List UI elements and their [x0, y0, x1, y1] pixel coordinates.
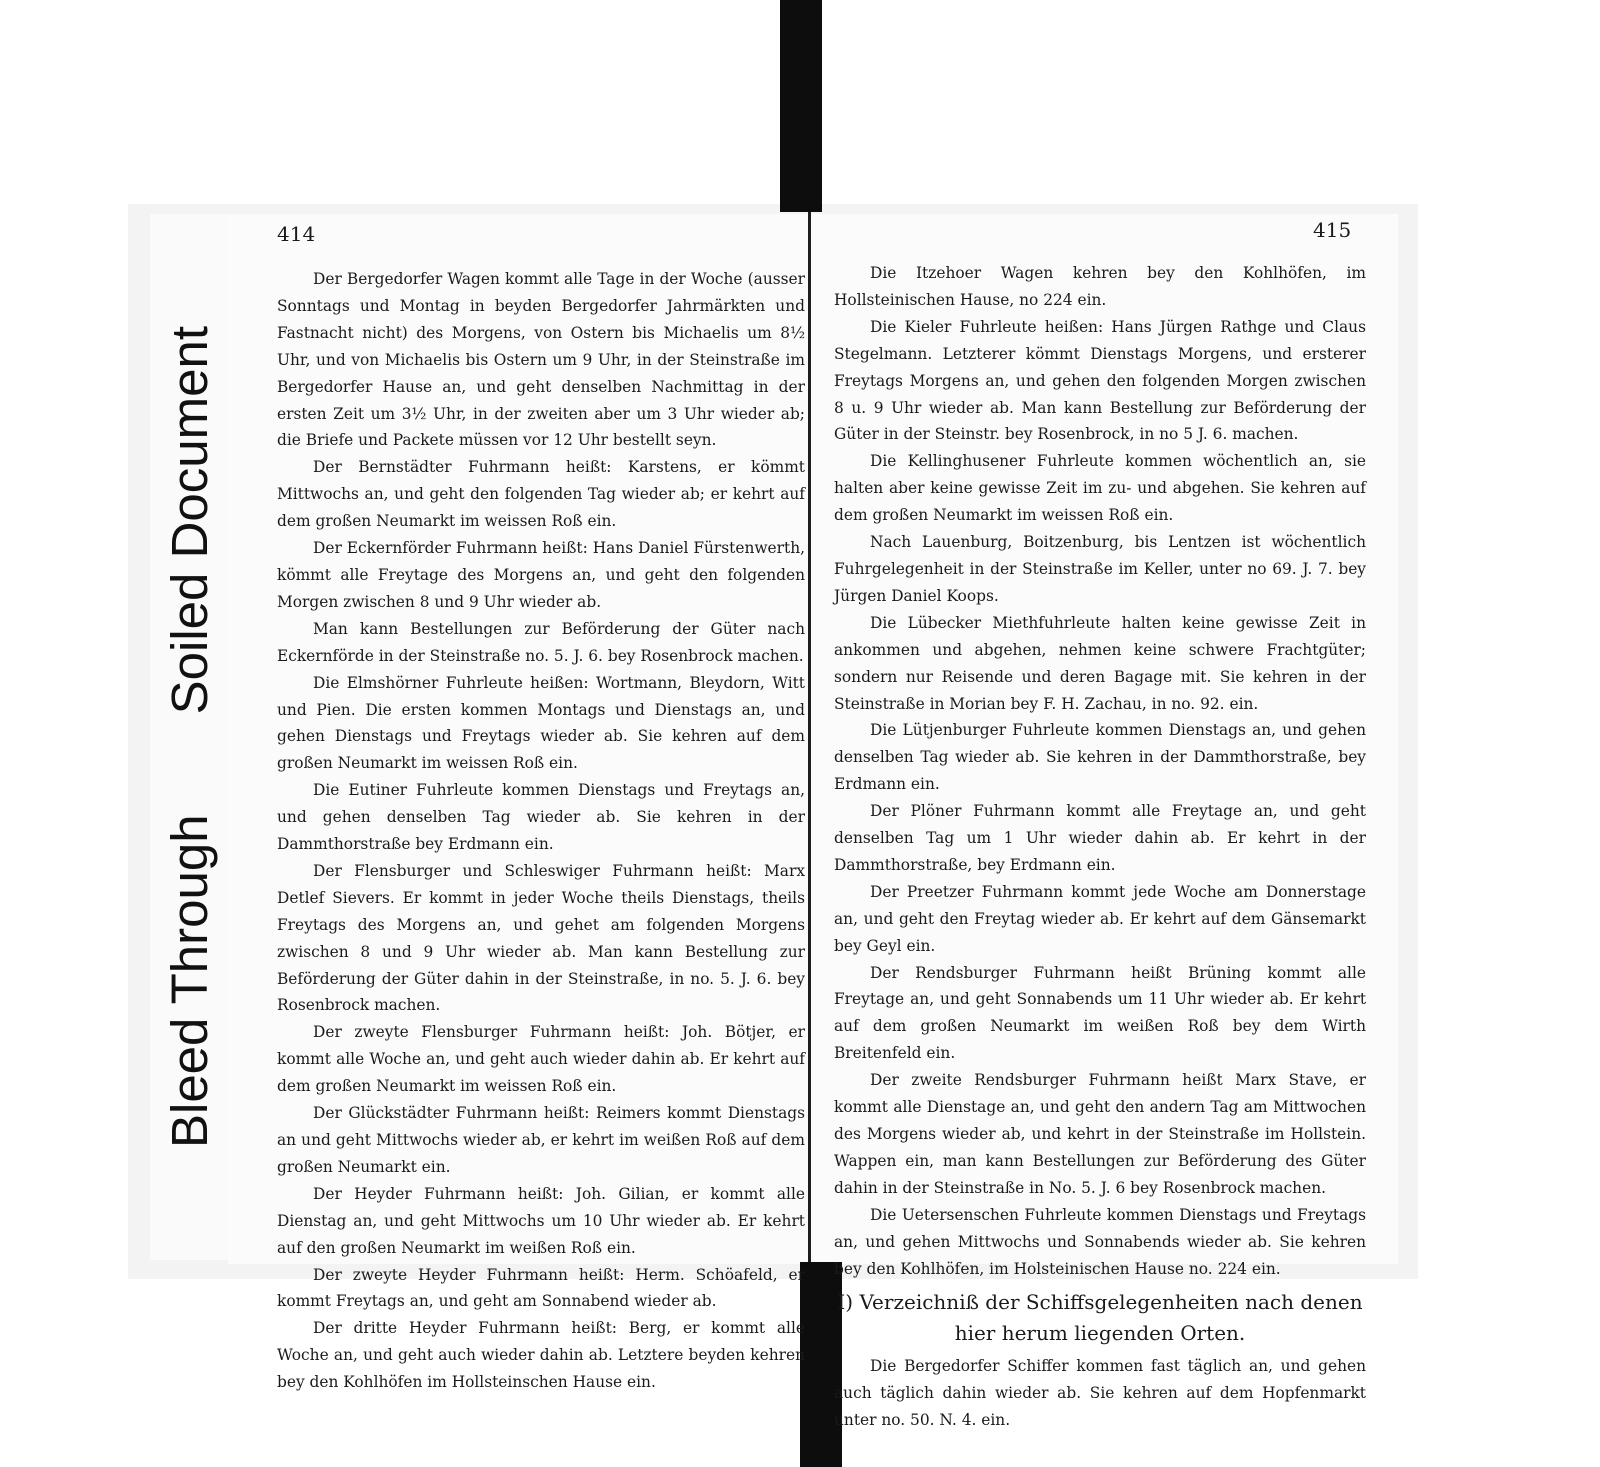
paragraph: Die Itzehoer Wagen kehren bey den Kohlhöfen, im Hollsteinischen Hause, no 224 ein. [834, 264, 1366, 309]
paragraph: Die Kellinghusener Fuhrleute kommen wöchentlich an, sie halten aber keine gewisse Zeit im zu- und abgehen. Sie kehren auf dem großen Neumarkt im weissen Roß ein. [834, 452, 1366, 525]
bleed-through-label: Bleed Through [160, 814, 218, 1149]
soiled-document-label: Soiled Document [160, 325, 218, 715]
paragraph: Die Eutiner Fuhrleute kommen Dienstags und Freytags an, und gehen denselben Tag wieder ab. Sie kehren in der Dammthorstraße bey Erdmann ein. [277, 781, 805, 854]
paragraph: Der Bergedorfer Wagen kommt alle Tage in der Woche (ausser Sonntags und Montag in beyden Bergedorfer Jahrmärkten und Fastnacht nicht) des Morgens, von Ostern bis Michaelis um 8½ Uhr, und von Michaelis bis Ostern um 9 Uhr, in der Steinstraße im Bergedorfer Hause an, und geht denselben Nachmittag in der ersten Zeit um 3½ Uhr, in der zweiten aber um 3 Uhr wieder ab; die Briefe und Packete müssen vor 12 Uhr bestellt seyn. [277, 270, 805, 450]
paragraph: Der dritte Heyder Fuhrmann heißt: Berg, er kommt alle Woche an, und geht auch wieder dahin ab. Letztere beyden kehren bey den Kohlhöfen im Hollsteinschen Hause ein. [277, 1319, 805, 1392]
book-spine [808, 212, 811, 1264]
paragraph: Der Flensburger und Schleswiger Fuhrmann heißt: Marx Detlef Sievers. Er kommt in jeder Woche theils Dienstags, theils Freytags des Morgens an, und gehet am folgenden Morgens zwischen 8 und 9 Uhr wieder ab. Man kann Bestellung zur Beförderung der Güter dahin in der Steinstraße, in no. 5. J. 6. bey Rosenbrock machen. [277, 861, 805, 1015]
paragraph: Die Lütjenburger Fuhrleute kommen Dienstags an, und gehen denselben Tag wieder ab. Sie kehren in der Dammthorstraße, bey Erdmann ein. [834, 721, 1366, 794]
section-heading [834, 1287, 1366, 1349]
paragraph: Der Heyder Fuhrmann heißt: Joh. Gilian, er kommt alle Dienstag an, und geht Mittwochs um 10 Uhr wieder ab. Er kehrt auf den großen Neumarkt im weißen Roß ein. [277, 1184, 805, 1257]
page-number-right: 415 [1313, 218, 1352, 242]
paragraph: Die Kieler Fuhrleute heißen: Hans Jürgen Rathge und Claus Stegelmann. Letzterer kömmt Dienstags Morgens, und ersterer Freytags Morgens an, und gehen den folgenden Morgen zwischen 8 u. 9 Uhr wieder ab. Man kann Bestellung zur Beförderung der Güter in der Steinstr. bey Rosenbrock, in no 5 J. 6. machen. [834, 317, 1366, 444]
paragraph: Man kann Bestellungen zur Beförderung der Güter nach Eckernförde in der Steinstraße no. 5. J. 6. bey Rosenbrock machen. [277, 619, 805, 665]
paragraph: Der Eckernförder Fuhrmann heißt: Hans Daniel Fürstenwerth, kömmt alle Freytage des Morgens an, und geht den folgenden Morgen zwischen 8 und 9 Uhr wieder ab. [277, 539, 805, 611]
paragraph: Nach Lauenburg, Boitzenburg, bis Lentzen ist wöchentlich Fuhrgelegenheit in der Steinstraße im Keller, unter no 69. J. 7. bey Jürgen Daniel Koops. [834, 533, 1366, 605]
paragraph: Die Lübecker Miethfuhrleute halten keine gewisse Zeit in ankommen und abgehen, nehmen keine schwere Frachtgüter; sondern nur Reisende und deren Bagage mit. Sie kehren in der Steinstraße in Morian bey F. H. Zachau, in no. 92. ein. [834, 613, 1366, 713]
paragraph: Der Preetzer Fuhrmann kommt jede Woche am Donnerstage an, und geht den Freytag wieder ab. Er kehrt auf dem Gänsemarkt bey Geyl ein. [834, 882, 1366, 955]
page-number-left: 414 [277, 222, 316, 246]
left-page-text [277, 266, 805, 1396]
binding-tape-top [780, 0, 822, 212]
paragraph: Der Glückstädter Fuhrmann heißt: Reimers kommt Dienstags an und geht Mittwochs wieder ab, er kehrt im weißen Roß auf dem großen Neumarkt ein. [277, 1104, 805, 1176]
paragraph: Der zweyte Flensburger Fuhrmann heißt: Joh. Bötjer, er kommt alle Woche an, und geht auch wieder dahin ab. Er kehrt auf dem großen Neumarkt im weissen Roß ein. [277, 1023, 805, 1096]
paragraph: Der Rendsburger Fuhrmann heißt Brüning kommt alle Freytage an, und geht Sonnabends um 11 Uhr wieder ab. Er kehrt auf dem großen Neumarkt im weißen Roß bey dem Wirth Breitenfeld ein. [834, 963, 1366, 1063]
paragraph: Die Elmshörner Fuhrleute heißen: Wortmann, Bleydorn, Witt und Pien. Die ersten kommen Montags und Dienstags an, und gehen Dienstags und Freytags wieder ab. Sie kehren auf dem großen Neumarkt im weissen Roß ein. [277, 673, 805, 773]
paragraph: Der Bernstädter Fuhrmann heißt: Karstens, er kömmt Mittwochs an, und geht den folgenden Tag wieder ab; er kehrt auf dem großen Neumarkt im weissen Roß ein. [277, 458, 805, 531]
paragraph: Der Plöner Fuhrmann kommt alle Freytage an, und geht denselben Tag um 1 Uhr wieder dahin ab. Er kehrt in der Dammthorstraße, bey Erdmann ein. [834, 802, 1366, 874]
quality-stamp [150, 214, 228, 1260]
paragraph: Der zweite Rendsburger Fuhrmann heißt Marx Stave, er kommt alle Dienstage an, und geht den andern Tag am Mittwochen des Morgens wieder ab, und kehrt in der Steinstraße im Hollstein. Wappen ein, man kann Bestellungen zur Beförderung des Güter dahin in der Steinstraße in No. 5. J. 6 bey Rosenbrock machen. [834, 1071, 1366, 1197]
section-heading-line: hier herum liegenden Orten. [954, 1321, 1246, 1346]
paragraph: Die Bergedorfer Schiffer kommen fast täglich an, und gehen auch täglich dahin wieder ab. Sie kehren auf dem Hopfenmarkt unter no. 50. N. 4. ein. [834, 1357, 1366, 1430]
paragraph: Die Uetersenschen Fuhrleute kommen Dienstags und Freytags an, und gehen Mittwochs und Sonnabends wieder ab. Sie kehren bey den Kohlhöfen, im Holsteinischen Hause no. 224 ein. [834, 1205, 1366, 1278]
section-heading-line: I) Verzeichniß der Schiffsgelegenheiten nach denen [837, 1290, 1363, 1315]
paragraph: Der zweyte Heyder Fuhrmann heißt: Herm. Schöafeld, er kommt Freytags an, und geht am Sonnabend wieder ab. [277, 1265, 805, 1311]
right-page-text [834, 260, 1366, 1434]
